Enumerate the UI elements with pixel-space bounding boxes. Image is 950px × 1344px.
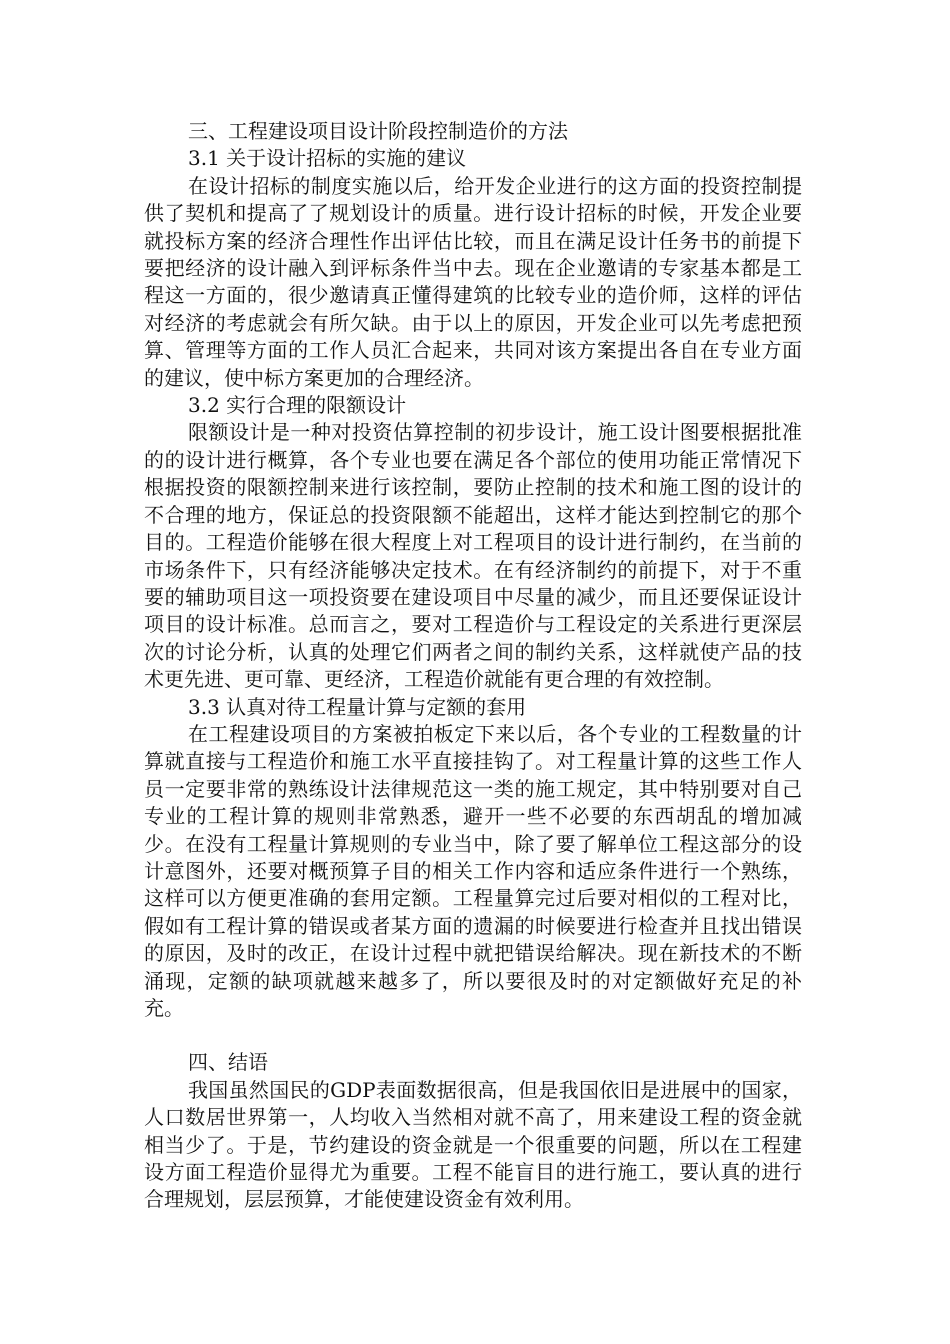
paragraph: 我国虽然国民的GDP表面数据很高，但是我国依旧是进展中的国家，人口数居世界第一，人均收入当然相对就不高了，用来建设工程的资金就相当少了。于是，节约建设的资金就是一个很重要的问题，所以在工程建设方面工程造价显得尤为重要。工程不能盲目的进行施工，要认真的进行合理规划，层层预算，才能使建设资金有效利用。 bbox=[144, 1077, 802, 1212]
section-heading: 四、结语 bbox=[188, 1050, 268, 1075]
subsection-heading: 3.3 认真对待工程量计算与定额的套用 bbox=[188, 694, 527, 719]
paragraph: 在设计招标的制度实施以后，给开发企业进行的这方面的投资控制提供了契机和提高了了规划设计的质量。进行设计招标的时候，开发企业要就投标方案的经济合理性作出评估比较，而且在满足设计任务书的前提下要把经济的设计融入到评标条件当中去。现在企业邀请的专家基本都是工程这一方面的，很少邀请真正懂得建筑的比较专业的造价师，这样的评估对经济的考虑就会有所欠缺。由于以上的原因，开发企业可以先考虑把预算、管理等方面的工作人员汇合起来，共同对该方案提出各自在专业方面的建议，使中标方案更加的合理经济。 bbox=[144, 173, 802, 390]
section-heading: 三、工程建设项目设计阶段控制造价的方法 bbox=[188, 119, 568, 143]
paragraph: 在工程建设项目的方案被拍板定下来以后，各个专业的工程数量的计算就直接与工程造价和施工水平直接挂钩了。对工程量计算的这些工作人员一定要非常的熟练设计法律规范这一类的施工规定，其中特别要对自己专业的工程计算的规则非常熟悉，避开一些不必要的东西胡乱的增加减少。在没有工程量计算规则的专业当中，除了要了解单位工程这部分的设计意图外，还要对概预算子目的相关工作内容和适应条件进行一个熟练，这样可以方便更准确的套用定额。工程量算完过后要对相似的工程对比，假如有工程计算的错误或者某方面的遗漏的时候要进行检查并且找出错误的原因，及时的改正，在设计过程中就把错误给解决。现在新技术的不断涌现，定额的缺项就越来越多了，所以要很及时的对定额做好充足的补充。 bbox=[144, 721, 802, 1020]
document-page bbox=[144, 118, 802, 1214]
subsection-heading: 3.1 关于设计招标的实施的建议 bbox=[188, 146, 467, 171]
subsection-heading: 3.2 实行合理的限额设计 bbox=[188, 393, 407, 418]
paragraph: 限额设计是一种对投资估算控制的初步设计，施工设计图要根据批准的的设计进行概算，各个专业也要在满足各个部位的使用功能正常情况下根据投资的限额控制来进行该控制，要防止控制的技术和施工图的设计的不合理的地方，保证总的投资限额不能超出，这样才能达到控制它的那个目的。工程造价能够在很大程度上对工程项目的设计进行制约，在当前的市场条件下，只有经济能够决定技术。在有经济制约的前提下，对于不重要的辅助项目这一项投资要在建设项目中尽量的减少，而且还要保证设计项目的设计标准。总而言之，要对工程造价与工程设定的关系进行更深层次的讨论分析，认真的处理它们两者之间的制约关系，这样就使产品的技术更先进、更可靠、更经济，工程造价就能有更合理的有效控制。 bbox=[144, 420, 802, 692]
section-spacer bbox=[144, 1022, 802, 1049]
